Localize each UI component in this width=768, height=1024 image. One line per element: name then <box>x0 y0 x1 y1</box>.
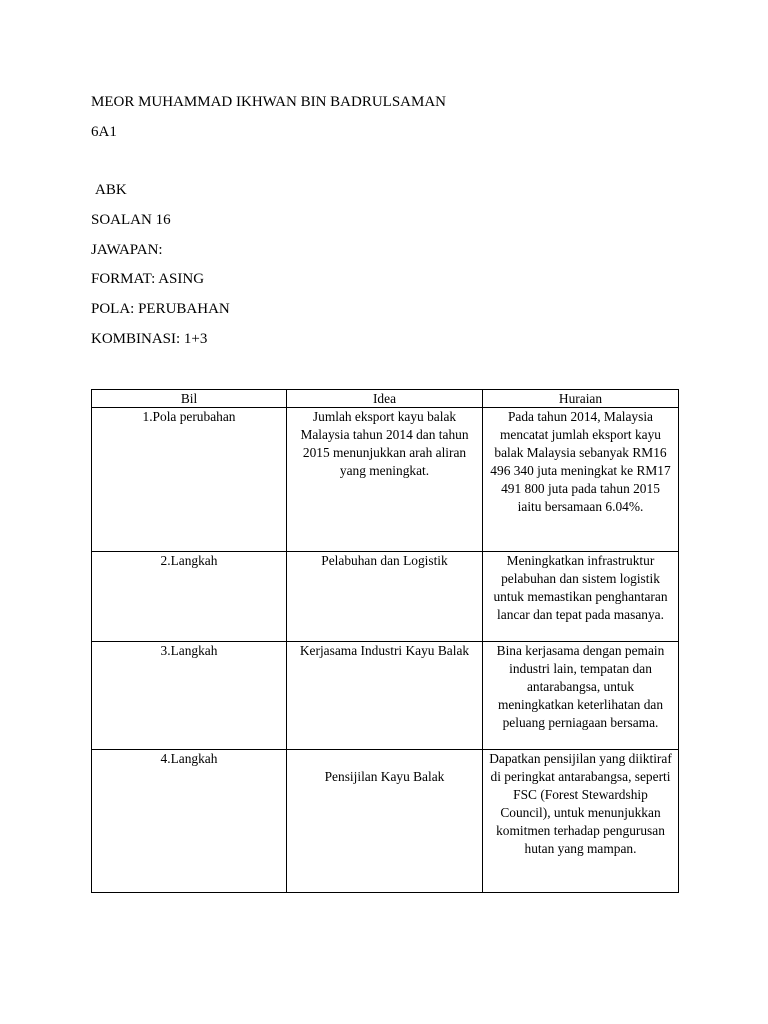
combination-line: KOMBINASI: 1+3 <box>91 331 208 347</box>
header-bil: Bil <box>92 390 287 408</box>
cell-bil: 1.Pola perubahan <box>92 408 287 552</box>
idea-text: Pensijilan Kayu Balak <box>324 769 445 784</box>
answer-table <box>91 389 679 893</box>
header-idea: Idea <box>287 390 483 408</box>
table-header-row <box>92 390 679 408</box>
subject-code: ABK <box>95 182 127 198</box>
cell-huraian: Meningkatkan infrastruktur pelabuhan dan sistem logistik untuk memastikan penghantaran lancar dan tepat pada masanya. <box>483 552 679 642</box>
format-line: FORMAT: ASING <box>91 271 205 287</box>
cell-huraian: Dapatkan pensijilan yang diiktiraf di peringkat antarabangsa, seperti FSC (Forest Stewardship Council), untuk menunjukkan komitmen terhadap pengurusan hutan yang mampan. <box>483 750 679 893</box>
student-name: MEOR MUHAMMAD IKHWAN BIN BADRULSAMAN <box>91 94 447 110</box>
cell-bil: 3.Langkah <box>92 642 287 750</box>
cell-bil: 4.Langkah <box>92 750 287 893</box>
cell-idea: Jumlah eksport kayu balak Malaysia tahun 2014 dan tahun 2015 menunjukkan arah aliran yang meningkat. <box>287 408 483 552</box>
pattern-line: POLA: PERUBAHAN <box>91 301 230 317</box>
header-huraian: Huraian <box>483 390 679 408</box>
cell-idea <box>287 750 483 893</box>
cell-huraian: Pada tahun 2014, Malaysia mencatat jumlah eksport kayu balak Malaysia sebanyak RM16 496 340 juta meningkat ke RM17 491 800 juta pada tahun 2015 iaitu bersamaan 6.04%. <box>483 408 679 552</box>
table-row <box>92 642 679 750</box>
table-row <box>92 750 679 893</box>
table-row <box>92 408 679 552</box>
cell-bil: 2.Langkah <box>92 552 287 642</box>
question-number: SOALAN 16 <box>91 212 171 228</box>
cell-idea: Kerjasama Industri Kayu Balak <box>287 642 483 750</box>
table-row <box>92 552 679 642</box>
cell-huraian: Bina kerjasama dengan pemain industri lain, tempatan dan antarabangsa, untuk meningkatkan keterlihatan dan peluang perniagaan bersama. <box>483 642 679 750</box>
student-class: 6A1 <box>91 124 117 140</box>
answer-label: JAWAPAN: <box>91 242 163 258</box>
cell-idea: Pelabuhan dan Logistik <box>287 552 483 642</box>
